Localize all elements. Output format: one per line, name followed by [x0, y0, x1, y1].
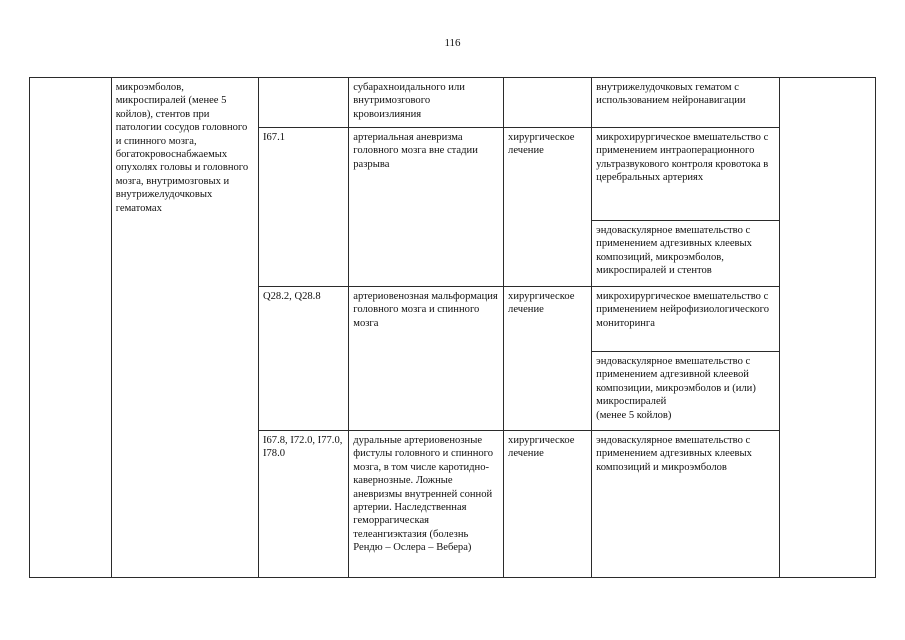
cell-code: I67.1: [258, 128, 348, 287]
table-row: [30, 78, 876, 128]
page-number: 116: [444, 37, 461, 49]
cell-empty-left: [30, 78, 112, 578]
cell-method: эндоваскулярное вмешательство с применением адгезивных клеевых композиций и микроэмболов: [592, 431, 780, 578]
cell-method: эндоваскулярное вмешательство с применением адгезивной клеевой композиции, микроэмболов и (или) микроспиралей (менее 5 койлов): [592, 352, 780, 431]
cell-treatment: хирургическое лечение: [504, 128, 592, 287]
cell-care-type: микроэмболов, микроспиралей (менее 5 койлов), стентов при патологии сосудов головного и спинного мозга, богатокровоснабжаемых опухолях головы и головного мозга, внутримозговых и внутрижелудочковых гематомах: [111, 78, 258, 578]
cell-disease: артериальная аневризма головного мозга вне стадии разрыва: [349, 128, 504, 287]
cell-method: микрохирургическое вмешательство с применением нейрофизиологического мониторинга: [592, 287, 780, 352]
cell-treatment: хирургическое лечение: [504, 287, 592, 431]
cell-method: микрохирургическое вмешательство с применением интраоперационного ультразвукового контроля кровотока в церебральных артериях: [592, 128, 780, 221]
cell-disease: дуральные артериовенозные фистулы головного и спинного мозга, в том числе каротидно-кавернозные. Ложные аневризмы внутренней сонной артерии. Наследственная геморрагическая телеангиэктазия (болезнь Рендю – Ослера – Вебера): [349, 431, 504, 578]
cell-code: I67.8, I72.0, I77.0, I78.0: [258, 431, 348, 578]
medical-care-table: [29, 77, 876, 578]
cell-treatment-empty: [504, 78, 592, 128]
cell-method: внутрижелудочковых гематом с использованием нейронавигации: [592, 78, 780, 128]
cell-method: эндоваскулярное вмешательство с применением адгезивных клеевых композиций, микроэмболов, микроспиралей и стентов: [592, 221, 780, 287]
cell-code-empty: [258, 78, 348, 128]
cell-disease: артериовенозная мальформация головного мозга и спинного мозга: [349, 287, 504, 431]
cell-treatment: хирургическое лечение: [504, 431, 592, 578]
cell-empty-right: [780, 78, 876, 578]
cell-code: Q28.2, Q28.8: [258, 287, 348, 431]
cell-disease: субарахноидального или внутримозгового кровоизлияния: [349, 78, 504, 128]
